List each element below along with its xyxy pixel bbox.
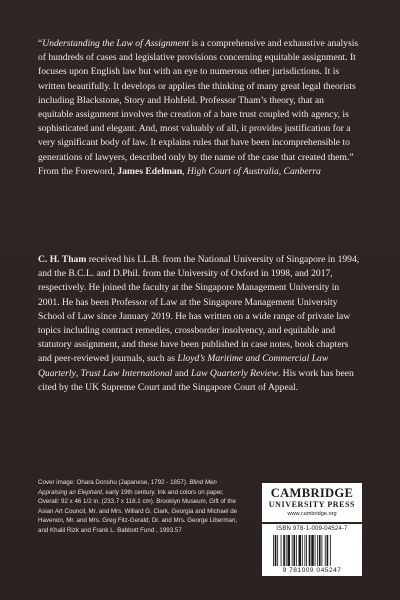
book-title: Understanding the Law of Assignment bbox=[42, 38, 190, 49]
attribution-prefix: From the Foreword, bbox=[38, 165, 118, 177]
journal-tli: Trust Law International bbox=[80, 367, 173, 379]
attribution-role: High Court of Australia, Canberra bbox=[186, 165, 321, 177]
attribution-name: James Edelman bbox=[117, 165, 183, 177]
barcode-digits: 9 781009 045247 bbox=[282, 567, 342, 574]
quote-attribution bbox=[38, 165, 360, 179]
bio-text-2: . His work has been cited by the UK Supreme Court and the Singapore Court of Appeal. bbox=[38, 367, 354, 393]
isbn-label: ISBN 978-1-009-04524-7 bbox=[276, 526, 348, 532]
author-name: C. H. Tham bbox=[38, 254, 87, 265]
quote-text: is a comprehensive and exhaustive analysis of hundreds of cases and legislative provisions concerning equitable assignment. It focuses upon English law but with an eye to numerous other jurisdictions. It is written beautifully. It develops or applies the thinking of many great legal theorists including Blackstone, Story and Hohfeld. Professor Tham’s theory, that an equitable assignment involves the creation of a bare trust coupled with agency, is sophisticated and elegant. And, most valuably of all, it provides justification for a very significant body of law. It explains rules that have been incomprehensible to generations of lawyers, described only by the name of the case that created them.” bbox=[38, 38, 359, 163]
publisher-name: CAMBRIDGE bbox=[270, 486, 354, 500]
credit-text: , early 19th century. Ink and colors on paper, Overall: 92 x 46 1/2 in. (233.7 x 118.1 cm). Brooklyn Museum, Gift of the Asian Art Council, Mr. and Mrs. Willard G. Clark, Georgia and Michael de Havenon, Mr. and Mrs. Greg Fitz-Gerald, Dr. and Mrs. George Liberman, and Khalil Rizk and Frank L. Babbott Fund , 1993.57 bbox=[38, 488, 238, 534]
bio-paragraph bbox=[38, 253, 360, 395]
journal-lmclq: Lloyd’s Maritime and Commercial Law Quarterly bbox=[38, 353, 329, 379]
publisher-url: www.cambridge.org bbox=[287, 511, 337, 517]
publisher-logo bbox=[262, 483, 362, 522]
journal-separator-2: and bbox=[172, 367, 191, 379]
cover-image-credit bbox=[38, 478, 238, 536]
journal-separator-1: , bbox=[75, 367, 81, 379]
barcode-panel bbox=[262, 524, 362, 576]
quote-body bbox=[38, 37, 360, 165]
attribution-separator: , bbox=[182, 165, 187, 177]
credit-prefix: Cover image: Ohara Donshu (Japanese, 1792 - 1857). bbox=[38, 479, 190, 486]
open-quote-mark: “ bbox=[38, 38, 43, 49]
barcode-icon bbox=[273, 535, 353, 566]
artwork-title: Blind Men Appraising an Elephant bbox=[38, 479, 217, 496]
foreword-quote bbox=[38, 37, 360, 179]
bio-text-1: received his LL.B. from the National University of Singapore in 1994, and the B.C.L. and D.Phil. from the University of Oxford in 1998, and 2017, respectively. He joined the faculty at the Singapore Management University in 2001. He has been Professor of Law at the Singapore Management University School of Law since January 2019. He has written on a wide range of private law topics including contract remedies, crossborder insolvency, and equitable and statutory assignment, and these have been published in case notes, book chapters and peer-reviewed journals, such as bbox=[38, 254, 360, 365]
author-bio bbox=[38, 253, 360, 395]
journal-lqr: Law Quarterly Review bbox=[191, 367, 278, 379]
publisher-press: UNIVERSITY PRESS bbox=[268, 500, 356, 509]
